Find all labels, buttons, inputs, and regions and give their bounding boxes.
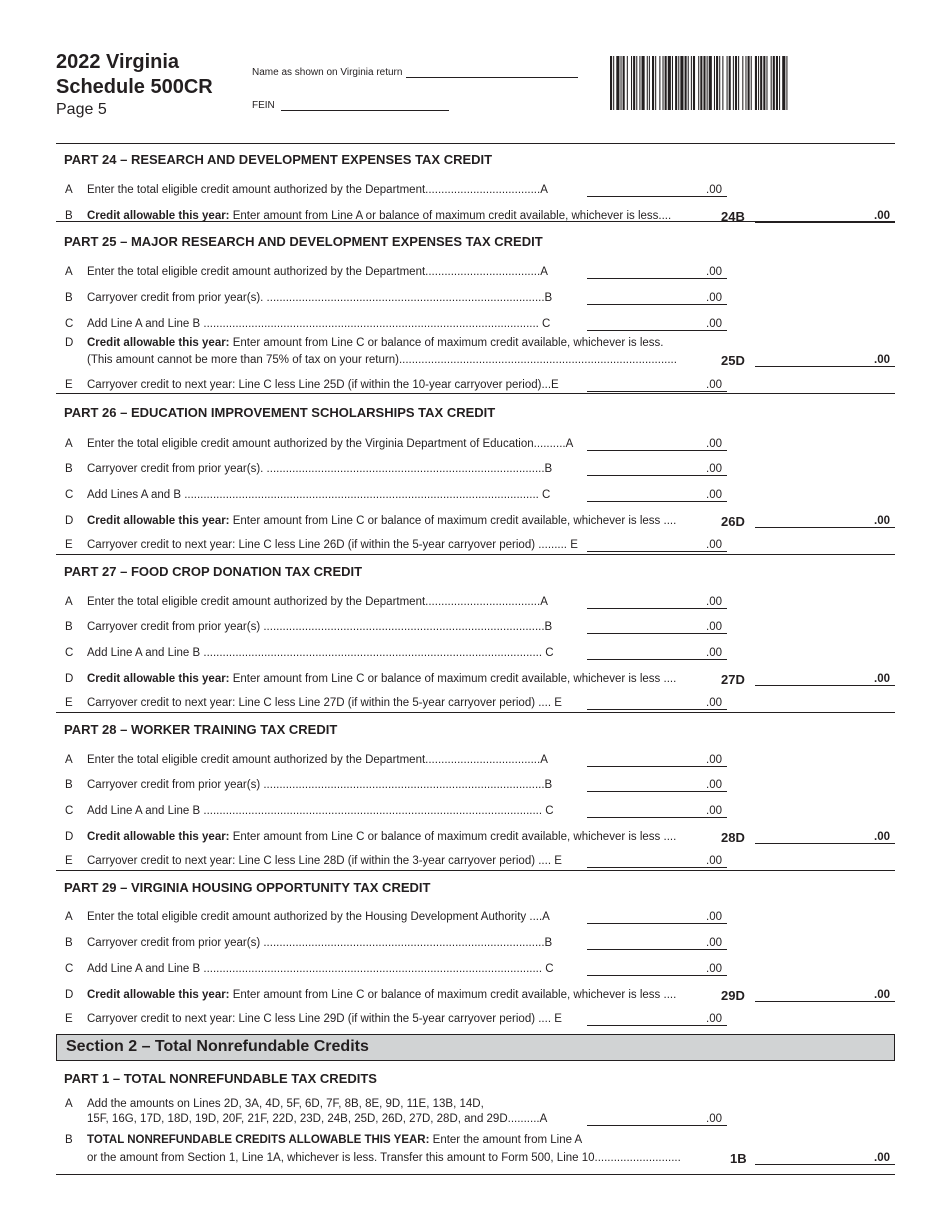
part-25-rule bbox=[56, 221, 895, 222]
part-28-line-d-rest: Enter amount from Line C or balance of maximum credit available, whichever is less .... bbox=[229, 831, 677, 843]
part-28-line-d-letter: D bbox=[65, 831, 74, 843]
part-29-line-c-letter: C bbox=[65, 963, 74, 975]
form-title bbox=[56, 50, 213, 100]
part-29-line-c-text: Add Line A and Line B .......................................................................................................... C bbox=[87, 963, 554, 975]
part-26-line-d-amount-field[interactable] bbox=[755, 527, 895, 528]
part-26-line-e-text: Carryover credit to next year: Line C less Line 26D (if within the 5-year carryover period) ......... E bbox=[87, 539, 578, 551]
part-29-line-e-amount-field[interactable] bbox=[587, 1025, 727, 1026]
bottom-rule bbox=[56, 1174, 895, 1175]
part-25-line-d-cents: .00 bbox=[874, 354, 890, 366]
part-26-line-e-letter: E bbox=[65, 539, 73, 551]
part-26-line-b-cents: .00 bbox=[706, 463, 722, 475]
part-28-line-c-cents: .00 bbox=[706, 805, 722, 817]
part-28-line-b-amount-field[interactable] bbox=[587, 791, 727, 792]
part-27-line-d-bold: Credit allowable this year: bbox=[87, 673, 230, 685]
part-28-title: PART 28 – WORKER TRAINING TAX CREDIT bbox=[64, 722, 338, 737]
part-25-title: PART 25 – MAJOR RESEARCH AND DEVELOPMENT EXPENSES TAX CREDIT bbox=[64, 234, 543, 249]
part-25-line-c-letter: C bbox=[65, 318, 74, 330]
part-27-rule bbox=[56, 554, 895, 555]
part-27-line-e-cents: .00 bbox=[706, 697, 722, 709]
part-27-line-b-cents: .00 bbox=[706, 621, 722, 633]
part-25-line-b-letter: B bbox=[65, 292, 73, 304]
part-26-line-c-text: Add Lines A and B ............................................................................................................... C bbox=[87, 489, 551, 501]
part-26-line-c-cents: .00 bbox=[706, 489, 722, 501]
part-29-line-b-letter: B bbox=[65, 937, 73, 949]
part-25-line-c-cents: .00 bbox=[706, 318, 722, 330]
s2-line-a-text-2: 15F, 16G, 17D, 18D, 19D, 20F, 21F, 22D, 23D, 24B, 25D, 26D, 27D, 28D, and 29D..........A bbox=[87, 1113, 548, 1125]
s2-line-a-text: Add the amounts on Lines 2D, 3A, 4D, 5F, 6D, 7F, 8B, 8E, 9D, 11E, 13B, 14D, bbox=[87, 1098, 484, 1110]
part-28-rule bbox=[56, 712, 895, 713]
part-28-line-c-letter: C bbox=[65, 805, 74, 817]
part-27-line-b-letter: B bbox=[65, 621, 73, 633]
part-29-line-e-text: Carryover credit to next year: Line C less Line 29D (if within the 5-year carryover period) .... E bbox=[87, 1013, 562, 1025]
part-25-line-b-text: Carryover credit from prior year(s). .......................................................................................B bbox=[87, 292, 553, 304]
part-26-line-d-rest: Enter amount from Line C or balance of maximum credit available, whichever is less .... bbox=[229, 515, 677, 527]
part-29-title: PART 29 – VIRGINIA HOUSING OPPORTUNITY TAX CREDIT bbox=[64, 880, 431, 895]
name-input-line[interactable] bbox=[406, 77, 578, 78]
part-27-line-c-cents: .00 bbox=[706, 647, 722, 659]
part-26-line-d-number: 26D bbox=[721, 514, 745, 529]
fein-field bbox=[252, 100, 449, 111]
part-26-line-d-bold: Credit allowable this year: bbox=[87, 515, 230, 527]
part-25-line-e-letter: E bbox=[65, 379, 73, 391]
part-25-line-e-amount-field[interactable] bbox=[587, 391, 727, 392]
part-29-line-d-text bbox=[87, 989, 676, 1001]
part-25-line-d-amount-field[interactable] bbox=[755, 366, 895, 367]
part-25-line-d-rest: Enter amount from Line C or balance of maximum credit available, whichever is less. bbox=[229, 337, 664, 349]
part-29-line-d-number: 29D bbox=[721, 988, 745, 1003]
part-26-line-d-cents: .00 bbox=[874, 515, 890, 527]
part-26-title: PART 26 – EDUCATION IMPROVEMENT SCHOLARSHIPS TAX CREDIT bbox=[64, 405, 496, 420]
page-number: Page 5 bbox=[56, 101, 107, 118]
part-25-line-c-text: Add Line A and Line B ......................................................................................................... C bbox=[87, 318, 551, 330]
s2-line-b-letter: B bbox=[65, 1134, 73, 1146]
part-28-line-d-bold: Credit allowable this year: bbox=[87, 831, 230, 843]
part-29-line-d-amount-field[interactable] bbox=[755, 1001, 895, 1002]
part-28-line-d-number: 28D bbox=[721, 830, 745, 845]
part-27-line-a-text: Enter the total eligible credit amount authorized by the Department....................................A bbox=[87, 596, 548, 608]
part-24-line-b-rest: Enter amount from Line A or balance of maximum credit available, whichever is less.... bbox=[229, 210, 672, 222]
part-29-line-d-cents: .00 bbox=[874, 989, 890, 1001]
part-28-line-a-letter: A bbox=[65, 754, 73, 766]
part-28-line-b-cents: .00 bbox=[706, 779, 722, 791]
part-25-line-d-text-2: (This amount cannot be more than 75% of tax on your return)....................................................................................... bbox=[87, 354, 677, 366]
part-28-line-c-text: Add Line A and Line B .......................................................................................................... C bbox=[87, 805, 554, 817]
part-27-line-d-number: 27D bbox=[721, 672, 745, 687]
part-29-line-a-letter: A bbox=[65, 911, 73, 923]
part-27-line-d-rest: Enter amount from Line C or balance of maximum credit available, whichever is less .... bbox=[229, 673, 677, 685]
part-25-line-b-amount-field[interactable] bbox=[587, 304, 727, 305]
part-25-line-e-text: Carryover credit to next year: Line C less Line 25D (if within the 10-year carryover period)...E bbox=[87, 379, 559, 391]
section-2-part-1-title: PART 1 – TOTAL NONREFUNDABLE TAX CREDITS bbox=[64, 1071, 377, 1086]
part-27-line-a-letter: A bbox=[65, 596, 73, 608]
part-27-line-b-amount-field[interactable] bbox=[587, 633, 727, 634]
part-29-line-e-cents: .00 bbox=[706, 1013, 722, 1025]
part-28-line-b-text: Carryover credit from prior year(s) ........................................................................................B bbox=[87, 779, 553, 791]
part-24-line-a-text: Enter the total eligible credit amount authorized by the Department....................................A bbox=[87, 184, 548, 196]
part-25-line-a-text: Enter the total eligible credit amount authorized by the Department....................................A bbox=[87, 266, 548, 278]
part-24-line-b-number: 24B bbox=[721, 209, 745, 224]
part-29-line-b-cents: .00 bbox=[706, 937, 722, 949]
part-26-line-a-letter: A bbox=[65, 438, 73, 450]
part-28-line-a-amount-field[interactable] bbox=[587, 766, 727, 767]
part-25-line-d-number: 25D bbox=[721, 353, 745, 368]
part-28-line-d-text bbox=[87, 831, 676, 843]
part-28-line-d-amount-field[interactable] bbox=[755, 843, 895, 844]
part-29-line-b-amount-field[interactable] bbox=[587, 949, 727, 950]
part-26-line-a-text: Enter the total eligible credit amount authorized by the Virginia Department of Education..........A bbox=[87, 438, 574, 450]
part-25-line-b-cents: .00 bbox=[706, 292, 722, 304]
part-28-line-d-cents: .00 bbox=[874, 831, 890, 843]
part-27-line-c-amount-field[interactable] bbox=[587, 659, 727, 660]
s2-line-b-bold: TOTAL NONREFUNDABLE CREDITS ALLOWABLE THIS YEAR: bbox=[87, 1134, 430, 1146]
part-27-line-b-text: Carryover credit from prior year(s) ........................................................................................B bbox=[87, 621, 553, 633]
part-24-line-a-cents: .00 bbox=[706, 184, 722, 196]
form-title-schedule: Schedule 500CR bbox=[56, 76, 213, 98]
s2-line-b-text bbox=[87, 1134, 582, 1146]
part-25-line-c-amount-field[interactable] bbox=[587, 330, 727, 331]
part-24-rule bbox=[56, 143, 895, 144]
form-title-year: 2022 Virginia bbox=[56, 51, 180, 73]
part-26-line-c-amount-field[interactable] bbox=[587, 501, 727, 502]
part-24-line-a-amount-field[interactable] bbox=[587, 196, 727, 197]
part-27-line-a-cents: .00 bbox=[706, 596, 722, 608]
part-28-line-a-cents: .00 bbox=[706, 754, 722, 766]
part-25-line-a-letter: A bbox=[65, 266, 73, 278]
part-26-line-a-cents: .00 bbox=[706, 438, 722, 450]
s2-line-b-text-2: or the amount from Section 1, Line 1A, whichever is less. Transfer this amount to Form 500, Line 10........................... bbox=[87, 1152, 681, 1164]
fein-label: FEIN bbox=[252, 100, 275, 111]
barcode-icon bbox=[610, 56, 892, 110]
part-25-line-d-text bbox=[87, 337, 664, 349]
s2-line-a-letter: A bbox=[65, 1098, 73, 1110]
part-27-line-d-text bbox=[87, 673, 676, 685]
section-2-title: Section 2 – Total Nonrefundable Credits bbox=[66, 1038, 369, 1055]
part-24-line-b-letter: B bbox=[65, 210, 73, 222]
part-25-line-e-cents: .00 bbox=[706, 379, 722, 391]
part-26-line-e-cents: .00 bbox=[706, 539, 722, 551]
part-28-line-b-letter: B bbox=[65, 779, 73, 791]
part-25-line-a-amount-field[interactable] bbox=[587, 278, 727, 279]
part-28-line-e-amount-field[interactable] bbox=[587, 867, 727, 868]
part-29-line-c-amount-field[interactable] bbox=[587, 975, 727, 976]
name-field bbox=[252, 67, 578, 78]
part-28-line-a-text: Enter the total eligible credit amount authorized by the Department....................................A bbox=[87, 754, 548, 766]
part-26-line-b-text: Carryover credit from prior year(s). .......................................................................................B bbox=[87, 463, 553, 475]
s2-line-b-cents: .00 bbox=[874, 1152, 890, 1164]
part-25-line-a-cents: .00 bbox=[706, 266, 722, 278]
part-26-line-c-letter: C bbox=[65, 489, 74, 501]
part-29-line-d-rest: Enter amount from Line C or balance of maximum credit available, whichever is less .... bbox=[229, 989, 677, 1001]
part-29-line-d-letter: D bbox=[65, 989, 74, 1001]
s2-line-b-rest: Enter the amount from Line A bbox=[429, 1134, 583, 1146]
part-27-line-e-letter: E bbox=[65, 697, 73, 709]
part-29-line-d-bold: Credit allowable this year: bbox=[87, 989, 230, 1001]
fein-input-line[interactable] bbox=[281, 110, 449, 111]
part-26-line-b-amount-field[interactable] bbox=[587, 475, 727, 476]
part-26-line-d-letter: D bbox=[65, 515, 74, 527]
part-26-rule bbox=[56, 393, 895, 394]
part-24-line-b-cents: .00 bbox=[874, 210, 890, 222]
part-29-rule bbox=[56, 870, 895, 871]
s2-line-a-amount-field[interactable] bbox=[587, 1125, 727, 1126]
part-28-line-c-amount-field[interactable] bbox=[587, 817, 727, 818]
part-28-line-e-letter: E bbox=[65, 855, 73, 867]
part-25-line-d-letter: D bbox=[65, 337, 74, 349]
part-27-line-d-cents: .00 bbox=[874, 673, 890, 685]
part-29-line-e-letter: E bbox=[65, 1013, 73, 1025]
part-26-line-b-letter: B bbox=[65, 463, 73, 475]
part-27-line-a-amount-field[interactable] bbox=[587, 608, 727, 609]
part-27-line-d-letter: D bbox=[65, 673, 74, 685]
part-29-line-a-amount-field[interactable] bbox=[587, 923, 727, 924]
part-29-line-b-text: Carryover credit from prior year(s) ........................................................................................B bbox=[87, 937, 553, 949]
part-27-line-e-amount-field[interactable] bbox=[587, 709, 727, 710]
part-27-line-c-letter: C bbox=[65, 647, 74, 659]
part-28-line-e-cents: .00 bbox=[706, 855, 722, 867]
s2-line-a-cents: .00 bbox=[706, 1113, 722, 1125]
part-26-line-e-amount-field[interactable] bbox=[587, 551, 727, 552]
part-24-line-b-amount-field[interactable] bbox=[755, 222, 895, 223]
part-29-line-a-text: Enter the total eligible credit amount authorized by the Housing Development Authority ....A bbox=[87, 911, 550, 923]
part-27-line-e-text: Carryover credit to next year: Line C less Line 27D (if within the 5-year carryover period) .... E bbox=[87, 697, 562, 709]
s2-line-b-number: 1B bbox=[730, 1151, 747, 1166]
part-27-line-c-text: Add Line A and Line B .......................................................................................................... C bbox=[87, 647, 554, 659]
part-26-line-d-text bbox=[87, 515, 676, 527]
part-27-title: PART 27 – FOOD CROP DONATION TAX CREDIT bbox=[64, 564, 363, 579]
part-29-line-c-cents: .00 bbox=[706, 963, 722, 975]
part-24-title: PART 24 – RESEARCH AND DEVELOPMENT EXPENSES TAX CREDIT bbox=[64, 152, 493, 167]
part-24-line-b-bold: Credit allowable this year: bbox=[87, 210, 230, 222]
part-26-line-a-amount-field[interactable] bbox=[587, 450, 727, 451]
name-label: Name as shown on Virginia return bbox=[252, 67, 403, 78]
part-28-line-e-text: Carryover credit to next year: Line C less Line 28D (if within the 3-year carryover period) .... E bbox=[87, 855, 562, 867]
part-24-line-a-letter: A bbox=[65, 184, 73, 196]
s2-line-b-amount-field[interactable] bbox=[755, 1164, 895, 1165]
part-25-line-d-bold: Credit allowable this year: bbox=[87, 337, 230, 349]
part-29-line-a-cents: .00 bbox=[706, 911, 722, 923]
part-27-line-d-amount-field[interactable] bbox=[755, 685, 895, 686]
